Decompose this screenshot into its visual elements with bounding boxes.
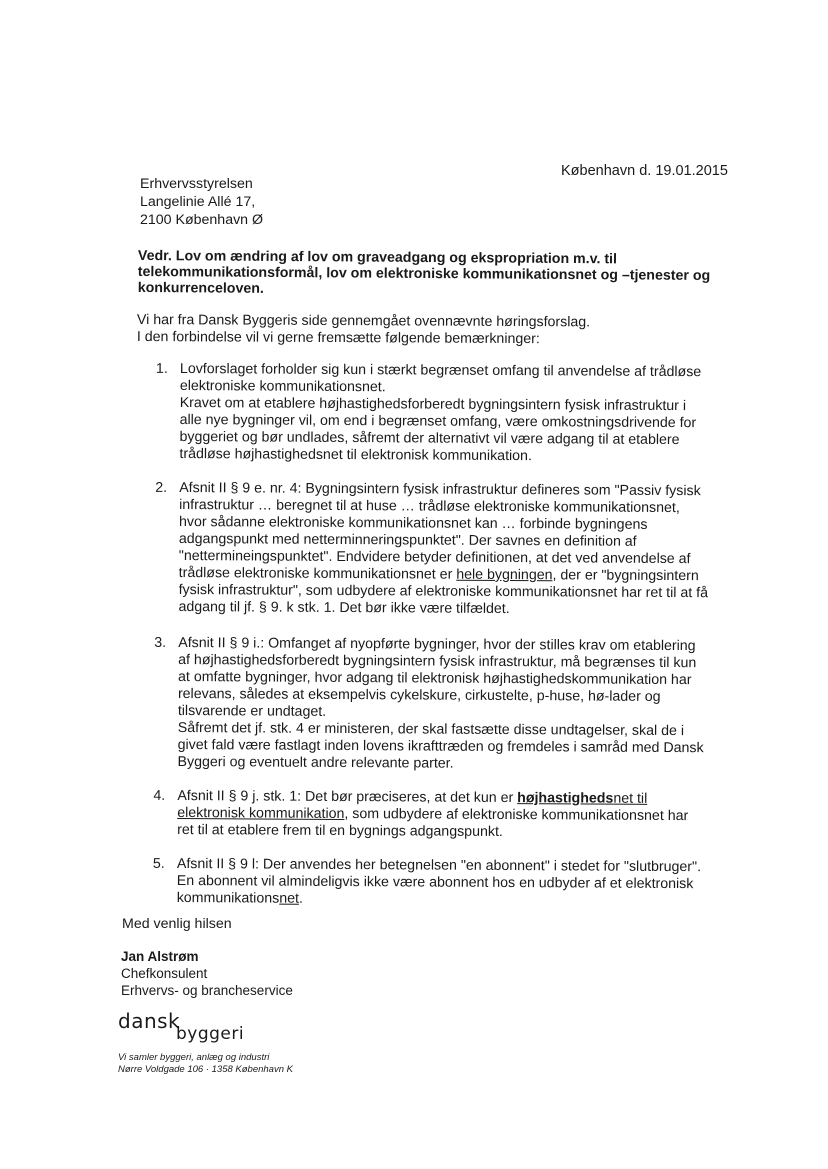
closing-greeting: Med venlig hilsen [122,916,232,932]
footer-tagline: Vi samler byggeri, anlæg og industri [118,1052,270,1063]
remark-item-3 [154,634,738,774]
remark-line: byggeriet og bør undlades, såfremt der alternativt vil være adgang til at etablere [179,428,680,449]
text-run: Afsnit II § 9 j. stk. 1: Det bør præciseres, at det kun er [177,787,518,807]
svg-text:byggeri: byggeri [176,1024,245,1044]
underlined-text: net til [613,790,648,807]
remark-line: givet fald være fastlagt inden lovens ikrafttræden og fremdeles i samråd med Dansk [177,736,704,757]
remark-line: infrastruktur … beregnet til at huse … trådløse elektroniske kommunikationsnet, [179,496,680,517]
text-run: , der er "bygningsintern [552,567,699,585]
recipient-line: Erhvervsstyrelsen [140,176,253,192]
remark-line: fysisk infrastruktur", som udbydere af elektroniske kommunikationsnet har ret til at få [178,581,709,602]
remark-item-1 [155,360,740,466]
signature-name: Jan Alstrøm [121,949,199,964]
remark-line: Lovforslaget forholder sig kun i stærkt begrænset omfang til anvendelse af trådløse [179,361,702,381]
underlined-text: elektronisk kommunikation [177,804,345,823]
remark-line: elektroniske kommunikationsnet. [179,377,386,396]
remark-line: adgang til jf. § 9. k stk. 1. Det bør ikke være tilfældet. [178,598,510,618]
remark-item-4 [153,787,737,842]
remark-line: relevans, således at eksempelvis cykelskure, cirkustelte, p-huse, hø-lader og [177,685,661,705]
remark-item-2 [155,479,739,619]
remark-number: 4. [153,787,166,804]
remark-number: 5. [152,855,165,872]
intro-line: Vi har fra Dansk Byggeris side gennemgået ovennævnte høringsforslag. [136,312,591,331]
letter-date: København d. 19.01.2015 [561,163,728,179]
text-run: kommunikations [176,889,280,907]
remark-line: at omfatte bygninger, hvor adgang til elektronisk højhastighedskommunikation har [178,668,692,689]
remark-number: 2. [155,479,168,496]
remark-line: hvor sådanne elektroniske kommunikationsnet kan … forbinde bygningens [178,513,648,533]
remark-line: Såfremt det jf. stk. 4 er ministeren, der skal fastsætte disse undtagelser, skal de i [177,719,685,740]
remark-line: ret til at etablere frem til en bygnings adgangspunkt. [177,821,503,840]
remark-line: adgangspunkt med netterminneringspunktet". Der savnes en definition af [178,530,637,550]
subject-line: konkurrenceloven. [137,279,264,297]
text-run: , som udbydere af elektroniske kommunikationsnet har [344,806,689,825]
remark-line: trådløse højhastighedsnet til elektronisk kommunikation. [179,445,532,465]
remark-line: Afsnit II § 9 i.: Omfanget af nyopførte bygninger, hvor der stilles krav om etablering [178,634,696,655]
remark-line [177,890,737,910]
signature-title: Chefkonsulent [121,966,208,981]
recipient-line: Langelinie Allé 17, [140,194,256,210]
footer-address: Nørre Voldgade 106 · 1358 København K [118,1064,293,1075]
remarks-list [152,360,740,910]
letter-intro [137,312,757,349]
remark-number: 3. [154,634,167,651]
remark-line: af højhastighedsforberedt bygningsintern fysisk infrastruktur, må begrænses til kun [178,651,697,672]
underlined-text: hele bygningen [456,566,553,584]
subject-line: Vedr. Lov om ændring af lov om graveadgang og ekspropriation m.v. til [137,248,618,268]
remark-line: Byggeri og eventuelt andre relevante parter. [177,753,454,772]
remark-line: Kravet om at etablere højhastighedsforberedt bygningsintern fysisk infrastruktur i [179,394,687,415]
underlined-text: net [279,890,300,907]
dansk-byggeri-logo [116,1008,256,1044]
signature-department: Erhvervs- og brancheservice [121,983,293,998]
remark-line: Afsnit II § 9 e. nr. 4: Bygningsintern fysisk infrastruktur defineres som "Passiv fysisk [179,479,701,500]
svg-text:dansk: dansk [118,1009,181,1033]
remark-line: "nettermineingspunktet". Endvidere betyder definitionen, at det ved anvendelse af [178,547,691,568]
bold-underlined-text: højhastigheds [517,790,614,807]
remark-line: alle nye bygninger vil, om end i begrænset omfang, være omkostningsdrivende for [179,411,697,432]
text-run: . [298,890,303,907]
subject-line: telekommunikationsformål, lov om elektroniske kommunikationsnet og –tjenester og [137,263,711,284]
remark-line: tilsvarende er undtaget. [177,702,327,720]
remark-line: Afsnit II § 9 l: Der anvendes her betegnelsen "en abonnent" i stedet for "slutbruger". [176,855,702,876]
remark-number: 1. [155,360,168,377]
remark-line: En abonnent vil almindeligvis ikke være abonnent hos en udbyder af et elektronisk [176,872,694,893]
recipient-address [140,175,263,229]
text-run: trådløse elektroniske kommunikationsnet er [178,564,457,583]
intro-line: I den forbindelse vil vi gerne fremsætte følgende bemærkninger: [136,328,540,348]
remark-item-5 [152,855,737,910]
recipient-line: 2100 København Ø [140,212,264,228]
letter-subject [138,248,738,300]
